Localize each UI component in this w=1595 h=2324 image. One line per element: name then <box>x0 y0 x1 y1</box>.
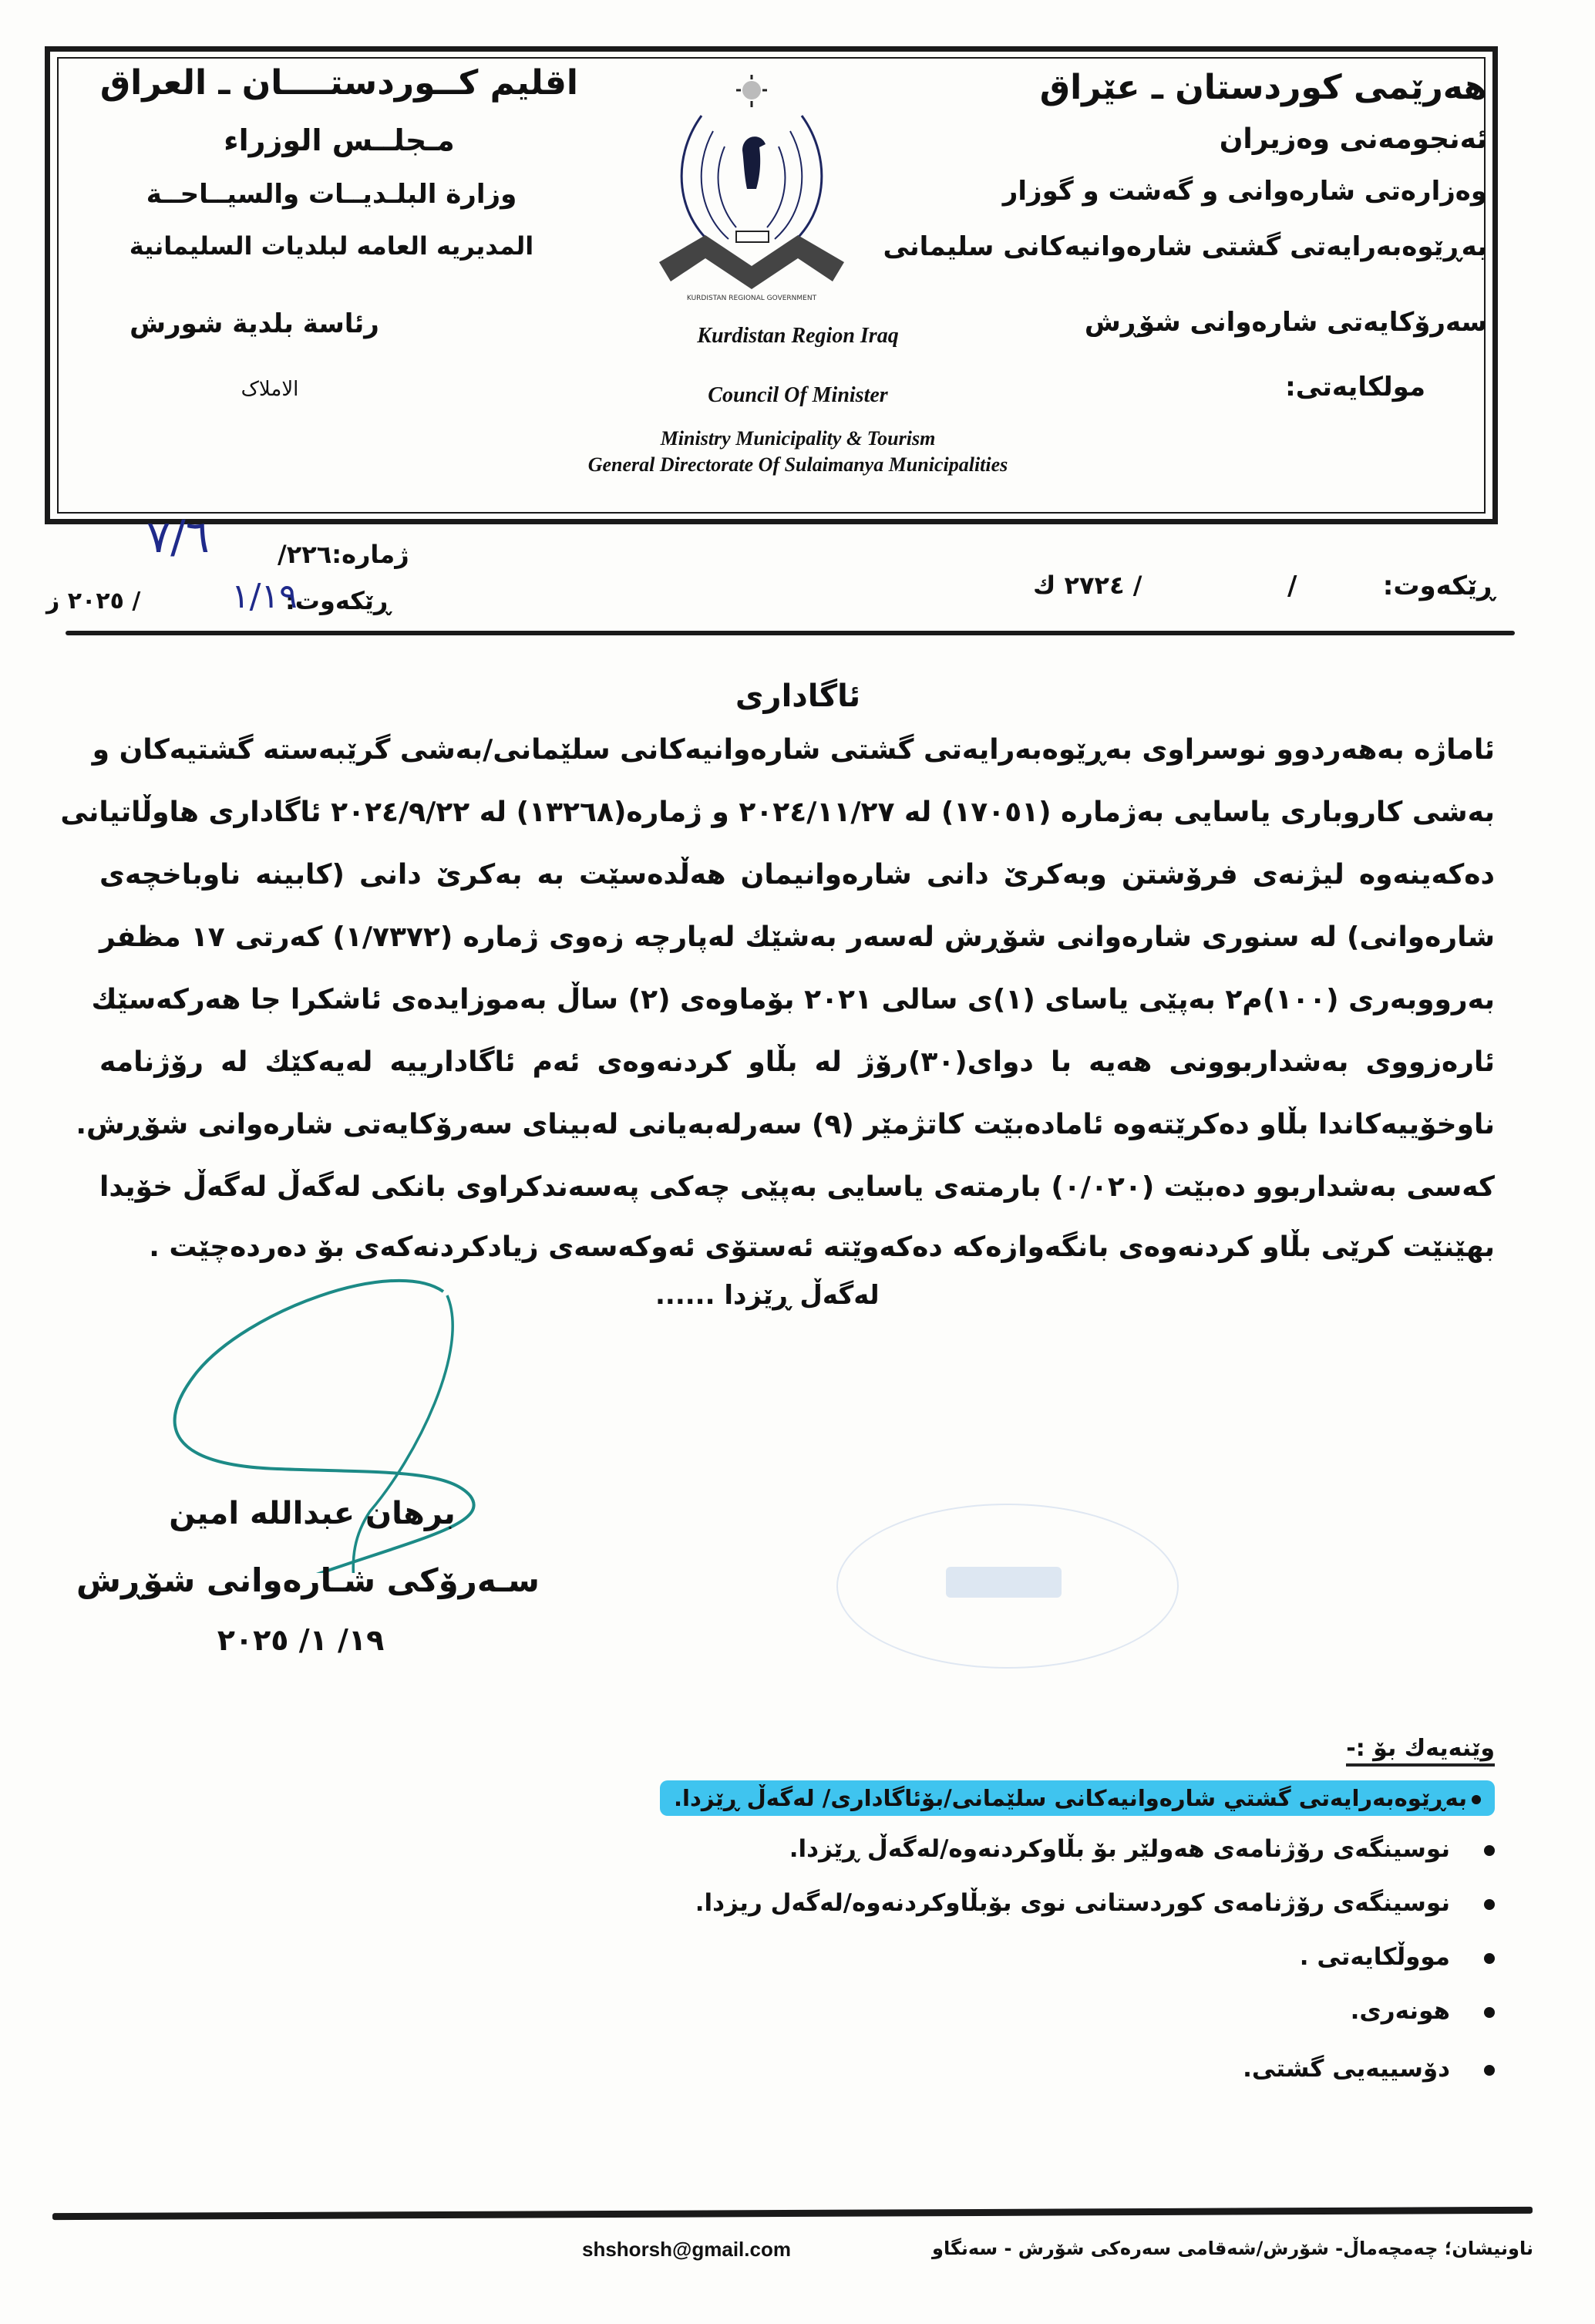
letterhead-kurdish-department: مولکایەتی: <box>1285 372 1425 402</box>
kurdistan-emblem-icon <box>628 73 875 305</box>
eagle-icon <box>742 136 766 189</box>
copies-item-text: هونەری. <box>1350 1997 1450 2025</box>
copies-item-text: بەڕێوەبەرایەتی گشتي شارەوانیەکانی سلێمانی/بۆئاگاداری/ لەگەڵ ڕێزدا. <box>673 1785 1467 1811</box>
copies-item <box>789 1835 1495 1863</box>
signatory-title: سـەرۆکی شـارەوانی شۆڕش <box>76 1561 540 1599</box>
letterhead-english-council: Council Of Minister <box>708 383 888 407</box>
footer-divider <box>52 2207 1533 2220</box>
reference-number-label: ژمارە:٢٢٦/ <box>278 540 409 569</box>
footer-address: ناونیشان؛ چەمچەماڵ- شۆرش/شەقامی سەرەکی شۆرش - سەنگاو <box>932 2238 1533 2259</box>
copies-label: وێنەیەك بۆ :- <box>1346 1735 1495 1767</box>
reference-date2-value: / ٢٧٢٤ ك <box>1033 571 1142 600</box>
letterhead-arabic-directorate: المديريه العامه لبلديات السليمانية <box>129 231 534 261</box>
letterhead-kurdish-presidency: سەرۆکایەتی شارەوانی شۆڕش <box>1084 307 1487 338</box>
bullet-icon <box>1472 1795 1481 1804</box>
copies-item-text: مووڵکایەتی . <box>1299 1943 1450 1971</box>
reference-date2-label: ڕێکەوت: <box>1382 571 1495 601</box>
letterhead-english-region: Kurdistan Region Iraq <box>697 324 899 348</box>
footer-email[interactable]: shshorsh@gmail.com <box>582 2238 791 2261</box>
copies-item-text: نوسینگەی رۆژنامەی کوردستانی نوی بۆبڵاوکردنەوە/لەگەل ریزدا. <box>695 1889 1450 1917</box>
notice-line: بەرووبەری (١٠٠)م٢ بەپێی یاسای (١)ی سالی ٢٠٢١ بۆماوەی (٢) ساڵ بەموزایدەی ئاشکرا جا هەرکەسێك <box>91 984 1495 1015</box>
notice-line: ناوخۆییەکاندا بڵاو دەکرێتەوە ئامادەبێت کاتژمێر (٩) سەرلەبەیانی لەبینای سەرۆکایەتی شارەوانی شۆڕش. <box>76 1109 1495 1140</box>
letterhead-kurdish-ministry: وەزارەتی شارەوانی و گەشت و گوزار <box>1002 176 1487 207</box>
copies-item <box>695 1889 1495 1917</box>
letterhead-kurdish-directorate: بەڕێوەبەرایەتی گشتی شارەوانیەکانی سلیمانی <box>883 231 1487 262</box>
letterhead-arabic-council: مـجلــس الوزراء <box>224 123 455 157</box>
bullet-icon <box>1484 1845 1495 1856</box>
copies-item <box>1351 1997 1495 2025</box>
bullet-icon <box>1484 2007 1495 2018</box>
letterhead-kurdish-council: ئەنجومەنی وەزیران <box>1219 123 1487 155</box>
notice-line: ئارەزووی بەشداربوونی هەیە با دوای(٣٠)رۆژ لە بڵاو کردنەوەی ئەم ئاگادارییە لەیەکێك لە رۆژنامە <box>99 1046 1495 1078</box>
notice-line: ئاماژە بەهەردوو نوسراوی بەڕێوەبەرایەتی گشتی شارەوانیەکانی سلێمانی/بەشی گرێبەستە گشتیەکان و <box>92 734 1495 766</box>
notice-closing: لەگەڵ ڕێزدا ...... <box>655 1280 880 1311</box>
stamp-mark-icon <box>946 1567 1062 1598</box>
notice-line: شارەوانی) لە سنوری شارەوانی شۆڕش لەسەر بەشێك لەپارچە زەوی ژمارە (١/٧٣٧٢) کەرتی ١٧ مظفر <box>99 921 1495 953</box>
letterhead-kurdish-region: هەرێمی کوردستان ـ عێراق <box>1039 68 1487 107</box>
letterhead-arabic-region: اقليم كــوردستــــان ـ العراق <box>99 63 578 103</box>
reference-number-handwritten: ٧/٦ <box>146 510 210 563</box>
reference-date2-slash: / <box>1287 571 1297 601</box>
letterhead-english-directorate: General Directorate Of Sulaimanya Municipalities <box>587 453 1008 476</box>
reference-date-label: ڕێکەوت: <box>285 586 391 615</box>
copies-item <box>1243 2055 1495 2083</box>
bullet-icon <box>1484 1953 1495 1964</box>
letterhead-arabic-department: الاملاک <box>241 378 299 401</box>
copies-item-text: نوسینگەی رۆژنامەی هەولێر بۆ بڵاوکردنەوە/لەگەڵ ڕێزدا. <box>789 1835 1450 1863</box>
reference-date-handwritten: ١/١٩ <box>231 577 298 616</box>
ribbon-icon <box>659 235 844 289</box>
letterhead-english-ministry: Ministry Municipality & Tourism <box>660 427 936 450</box>
notice-line: کەسی بەشداربوو دەبێت (٠/٠٢٠) بارمتەی یاسایی بەپێی چەکی پەسەندکراوی بانکی لەگەڵ لەگەڵ خۆیدا <box>99 1171 1495 1203</box>
letterhead-arabic-presidency: رئاسة بلدية شورش <box>130 308 379 339</box>
bullet-icon <box>1484 1899 1495 1910</box>
letterhead-arabic-ministry: وزارة البلـديــات والسيــاحــة <box>146 179 517 210</box>
sun-icon <box>736 75 767 107</box>
copies-item-highlighted <box>660 1785 1495 1811</box>
copies-item <box>1300 1943 1495 1971</box>
emblem-text: KURDISTAN REGIONAL GOVERNMENT <box>686 295 817 302</box>
signature-date: ١٩/ ١/ ٢٠٢٥ <box>217 1623 385 1657</box>
notice-line: بهێنێت کرێی بڵاو کردنەوەی بانگەوازەکە دەکەوێتە ئەستۆی ئەوکەسەی زیادکردنەکەی بۆ دەردەچێت . <box>149 1231 1495 1263</box>
reference-date-suffix: / ٢٠٢٥ ز <box>46 588 141 615</box>
copies-item-text: دۆسییەیی گشتی. <box>1243 2055 1450 2083</box>
notice-title: ئاگاداری <box>735 679 861 714</box>
notice-line: دەکەینەوە لیژنەی فرۆشتن وبەکرێ دانی شارەوانیمان هەڵدەسێت بە بەکرێ دانی (کابینە ناوباخچەی <box>99 859 1495 891</box>
reference-divider <box>66 631 1515 635</box>
notice-line: بەشی کاروباری یاسایی بەژمارە (١٧٠٥١) لە ٢٠٢٤/١١/٢٧ و ژمارە(١٣٢٦٨) لە ٢٠٢٤/٩/٢٢ ئاگاداری هاوڵاتیانی <box>60 797 1495 828</box>
bullet-icon <box>1484 2065 1495 2076</box>
signatory-name: برهان عبدالله امين <box>169 1496 456 1531</box>
official-stamp <box>836 1504 1179 1669</box>
